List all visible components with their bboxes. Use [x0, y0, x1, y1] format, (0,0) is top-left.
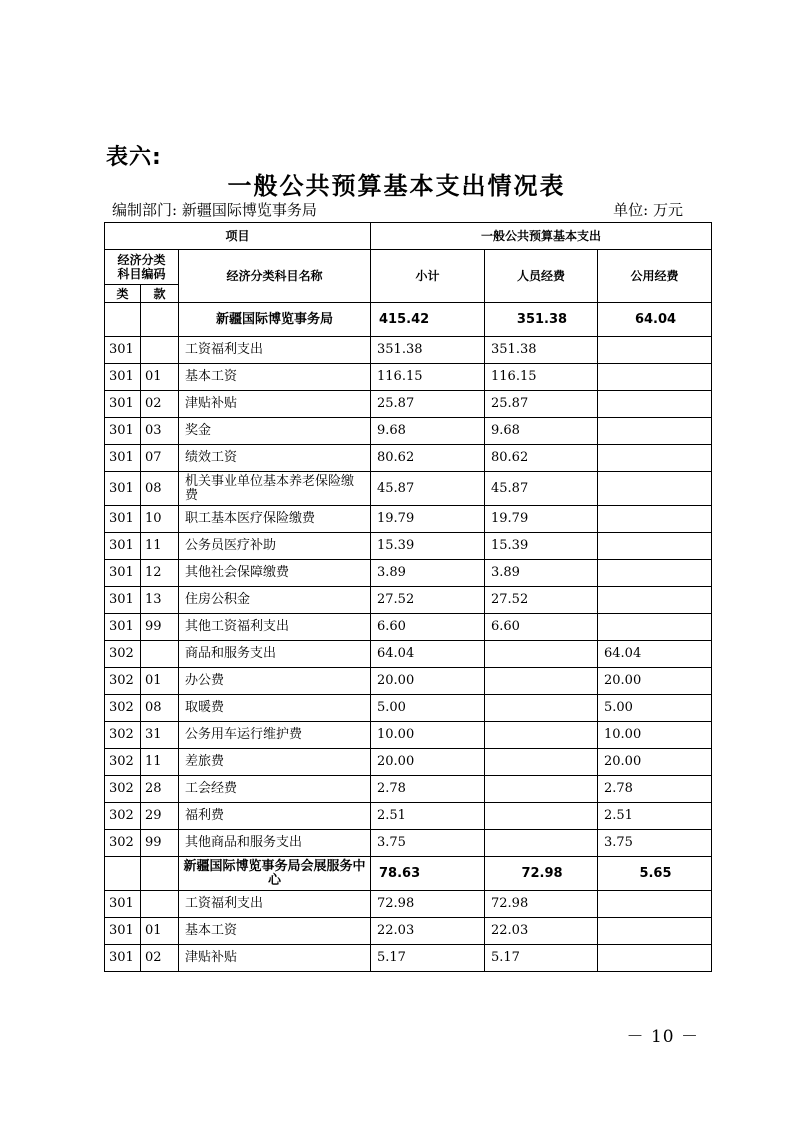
item-code-cell: 01: [141, 668, 179, 695]
class-code-cell: 301: [105, 418, 141, 445]
subtotal-cell: 9.68: [371, 418, 485, 445]
class-code-cell: 302: [105, 830, 141, 857]
header-econ-code-line2: 科目编码: [117, 267, 166, 281]
econ-name-cell: 基本工资: [179, 364, 371, 391]
class-code-cell: 302: [105, 776, 141, 803]
table-row: [105, 587, 712, 614]
class-code-cell: 302: [105, 668, 141, 695]
econ-name-cell: 工资福利支出: [179, 891, 371, 918]
subtotal-cell: 72.98: [371, 891, 485, 918]
header-econ-name: 经济分类科目名称: [179, 250, 371, 303]
public-cell: [598, 418, 712, 445]
class-code-cell: 302: [105, 749, 141, 776]
personnel-cell: 5.17: [485, 945, 598, 972]
public-cell: [598, 337, 712, 364]
class-code-cell: 301: [105, 614, 141, 641]
subtotal-cell: 25.87: [371, 391, 485, 418]
subtotal-cell: 19.79: [371, 506, 485, 533]
item-code-cell: [141, 337, 179, 364]
header-public: 公用经费: [598, 250, 712, 303]
class-code-cell: 301: [105, 337, 141, 364]
section-name: 新疆国际博览事务局会展服务中心: [179, 857, 371, 891]
item-code-cell: 31: [141, 722, 179, 749]
table-row: [105, 945, 712, 972]
public-cell: 10.00: [598, 722, 712, 749]
table-row: [105, 614, 712, 641]
header-budget-group: 一般公共预算基本支出: [371, 223, 712, 250]
econ-name-cell: 办公费: [179, 668, 371, 695]
table-row: [105, 445, 712, 472]
econ-name-cell: 公务用车运行维护费: [179, 722, 371, 749]
class-code-cell: 301: [105, 918, 141, 945]
item-code-cell: 02: [141, 945, 179, 972]
section-item-cell: [141, 303, 179, 337]
subtotal-cell: 3.89: [371, 560, 485, 587]
table-row: [105, 391, 712, 418]
item-code-cell: 01: [141, 918, 179, 945]
public-cell: 2.78: [598, 776, 712, 803]
personnel-cell: [485, 695, 598, 722]
public-cell: 20.00: [598, 749, 712, 776]
personnel-cell: [485, 749, 598, 776]
personnel-cell: [485, 722, 598, 749]
public-cell: [598, 945, 712, 972]
public-cell: 20.00: [598, 668, 712, 695]
econ-name-cell: 公务员医疗补助: [179, 533, 371, 560]
item-code-cell: 28: [141, 776, 179, 803]
section-name: 新疆国际博览事务局: [179, 303, 371, 337]
subtotal-cell: 22.03: [371, 918, 485, 945]
personnel-cell: [485, 803, 598, 830]
item-code-cell: 08: [141, 472, 179, 506]
item-code-cell: 10: [141, 506, 179, 533]
personnel-cell: 6.60: [485, 614, 598, 641]
personnel-cell: 9.68: [485, 418, 598, 445]
subtotal-cell: 64.04: [371, 641, 485, 668]
header-class: 类: [105, 285, 141, 303]
personnel-cell: 22.03: [485, 918, 598, 945]
public-cell: 3.75: [598, 830, 712, 857]
econ-name-cell: 其他社会保障缴费: [179, 560, 371, 587]
unit-label: 单位: 万元: [613, 201, 683, 219]
table-row: [105, 506, 712, 533]
section-public: 5.65: [598, 857, 712, 891]
subtotal-cell: 2.78: [371, 776, 485, 803]
section-total: 78.63: [371, 857, 485, 891]
item-code-cell: 99: [141, 614, 179, 641]
budget-table: [104, 222, 712, 972]
table-row: [105, 722, 712, 749]
personnel-cell: 72.98: [485, 891, 598, 918]
table-row: [105, 830, 712, 857]
public-cell: [598, 472, 712, 506]
subtotal-cell: 5.00: [371, 695, 485, 722]
item-code-cell: 08: [141, 695, 179, 722]
item-code-cell: 13: [141, 587, 179, 614]
table-body: [105, 303, 712, 972]
item-code-cell: 11: [141, 749, 179, 776]
class-code-cell: 302: [105, 695, 141, 722]
section-row: [105, 857, 712, 891]
personnel-cell: 80.62: [485, 445, 598, 472]
header-project: 项目: [105, 223, 371, 250]
item-code-cell: [141, 891, 179, 918]
subtotal-cell: 5.17: [371, 945, 485, 972]
public-cell: [598, 918, 712, 945]
table-row: [105, 695, 712, 722]
subtotal-cell: 351.38: [371, 337, 485, 364]
section-row: [105, 303, 712, 337]
public-cell: [598, 506, 712, 533]
item-code-cell: 03: [141, 418, 179, 445]
econ-name-cell: 绩效工资: [179, 445, 371, 472]
table-row: [105, 803, 712, 830]
public-cell: 64.04: [598, 641, 712, 668]
public-cell: [598, 560, 712, 587]
class-code-cell: 301: [105, 364, 141, 391]
class-code-cell: 301: [105, 472, 141, 506]
page-number: － 10 －: [626, 1027, 699, 1047]
class-code-cell: 301: [105, 587, 141, 614]
section-personnel: 72.98: [485, 857, 598, 891]
table-row: [105, 472, 712, 506]
personnel-cell: [485, 776, 598, 803]
item-code-cell: [141, 641, 179, 668]
econ-name-cell: 住房公积金: [179, 587, 371, 614]
header-econ-code-line1: 经济分类: [117, 253, 166, 267]
class-code-cell: 301: [105, 560, 141, 587]
econ-name-cell: 津贴补贴: [179, 945, 371, 972]
section-class-cell: [105, 303, 141, 337]
section-personnel: 351.38: [485, 303, 598, 337]
public-cell: [598, 891, 712, 918]
econ-name-cell: 工会经费: [179, 776, 371, 803]
table-row: [105, 641, 712, 668]
personnel-cell: [485, 830, 598, 857]
item-code-cell: 02: [141, 391, 179, 418]
personnel-cell: 15.39: [485, 533, 598, 560]
econ-name-cell: 其他工资福利支出: [179, 614, 371, 641]
class-code-cell: 301: [105, 506, 141, 533]
subtotal-cell: 27.52: [371, 587, 485, 614]
header-subtotal: 小计: [371, 250, 485, 303]
public-cell: [598, 445, 712, 472]
section-item-cell: [141, 857, 179, 891]
table-row: [105, 533, 712, 560]
section-public: 64.04: [598, 303, 712, 337]
public-cell: [598, 587, 712, 614]
class-code-cell: 301: [105, 945, 141, 972]
table-row: [105, 891, 712, 918]
subtotal-cell: 3.75: [371, 830, 485, 857]
table-header: [105, 223, 712, 303]
personnel-cell: [485, 641, 598, 668]
personnel-cell: 27.52: [485, 587, 598, 614]
item-code-cell: 01: [141, 364, 179, 391]
item-code-cell: 12: [141, 560, 179, 587]
subtotal-cell: 6.60: [371, 614, 485, 641]
personnel-cell: 25.87: [485, 391, 598, 418]
public-cell: [598, 614, 712, 641]
personnel-cell: 116.15: [485, 364, 598, 391]
subtotal-cell: 15.39: [371, 533, 485, 560]
subtotal-cell: 20.00: [371, 749, 485, 776]
table-row: [105, 560, 712, 587]
econ-name-cell: 津贴补贴: [179, 391, 371, 418]
header-personnel: 人员经费: [485, 250, 598, 303]
econ-name-cell: 福利费: [179, 803, 371, 830]
econ-name-cell: 其他商品和服务支出: [179, 830, 371, 857]
personnel-cell: [485, 668, 598, 695]
table-label: 表六:: [106, 145, 162, 170]
econ-name-cell: 职工基本医疗保险缴费: [179, 506, 371, 533]
econ-name-cell: 奖金: [179, 418, 371, 445]
personnel-cell: 45.87: [485, 472, 598, 506]
econ-name-cell: 取暖费: [179, 695, 371, 722]
table-row: [105, 364, 712, 391]
class-code-cell: 302: [105, 641, 141, 668]
subtotal-cell: 20.00: [371, 668, 485, 695]
item-code-cell: 99: [141, 830, 179, 857]
econ-name-cell: 机关事业单位基本养老保险缴费: [179, 472, 371, 506]
public-cell: 2.51: [598, 803, 712, 830]
public-cell: [598, 364, 712, 391]
econ-name-cell: 商品和服务支出: [179, 641, 371, 668]
class-code-cell: 301: [105, 391, 141, 418]
section-class-cell: [105, 857, 141, 891]
class-code-cell: 301: [105, 445, 141, 472]
table-row: [105, 749, 712, 776]
econ-name-cell: 基本工资: [179, 918, 371, 945]
table-row: [105, 776, 712, 803]
public-cell: [598, 391, 712, 418]
table-row: [105, 918, 712, 945]
class-code-cell: 302: [105, 722, 141, 749]
header-item: 款: [141, 285, 179, 303]
table-row: [105, 418, 712, 445]
subtotal-cell: 116.15: [371, 364, 485, 391]
subtotal-cell: 2.51: [371, 803, 485, 830]
item-code-cell: 29: [141, 803, 179, 830]
public-cell: [598, 533, 712, 560]
personnel-cell: 19.79: [485, 506, 598, 533]
section-total: 415.42: [371, 303, 485, 337]
personnel-cell: 351.38: [485, 337, 598, 364]
class-code-cell: 301: [105, 891, 141, 918]
personnel-cell: 3.89: [485, 560, 598, 587]
page-title: 一般公共预算基本支出情况表: [227, 172, 566, 200]
econ-name-cell: 差旅费: [179, 749, 371, 776]
subtotal-cell: 10.00: [371, 722, 485, 749]
header-econ-code: [105, 250, 179, 285]
subtotal-cell: 80.62: [371, 445, 485, 472]
department-label: 编制部门: 新疆国际博览事务局: [112, 201, 317, 219]
item-code-cell: 11: [141, 533, 179, 560]
class-code-cell: 302: [105, 803, 141, 830]
public-cell: 5.00: [598, 695, 712, 722]
econ-name-cell: 工资福利支出: [179, 337, 371, 364]
table-row: [105, 337, 712, 364]
table-row: [105, 668, 712, 695]
class-code-cell: 301: [105, 533, 141, 560]
item-code-cell: 07: [141, 445, 179, 472]
subtotal-cell: 45.87: [371, 472, 485, 506]
